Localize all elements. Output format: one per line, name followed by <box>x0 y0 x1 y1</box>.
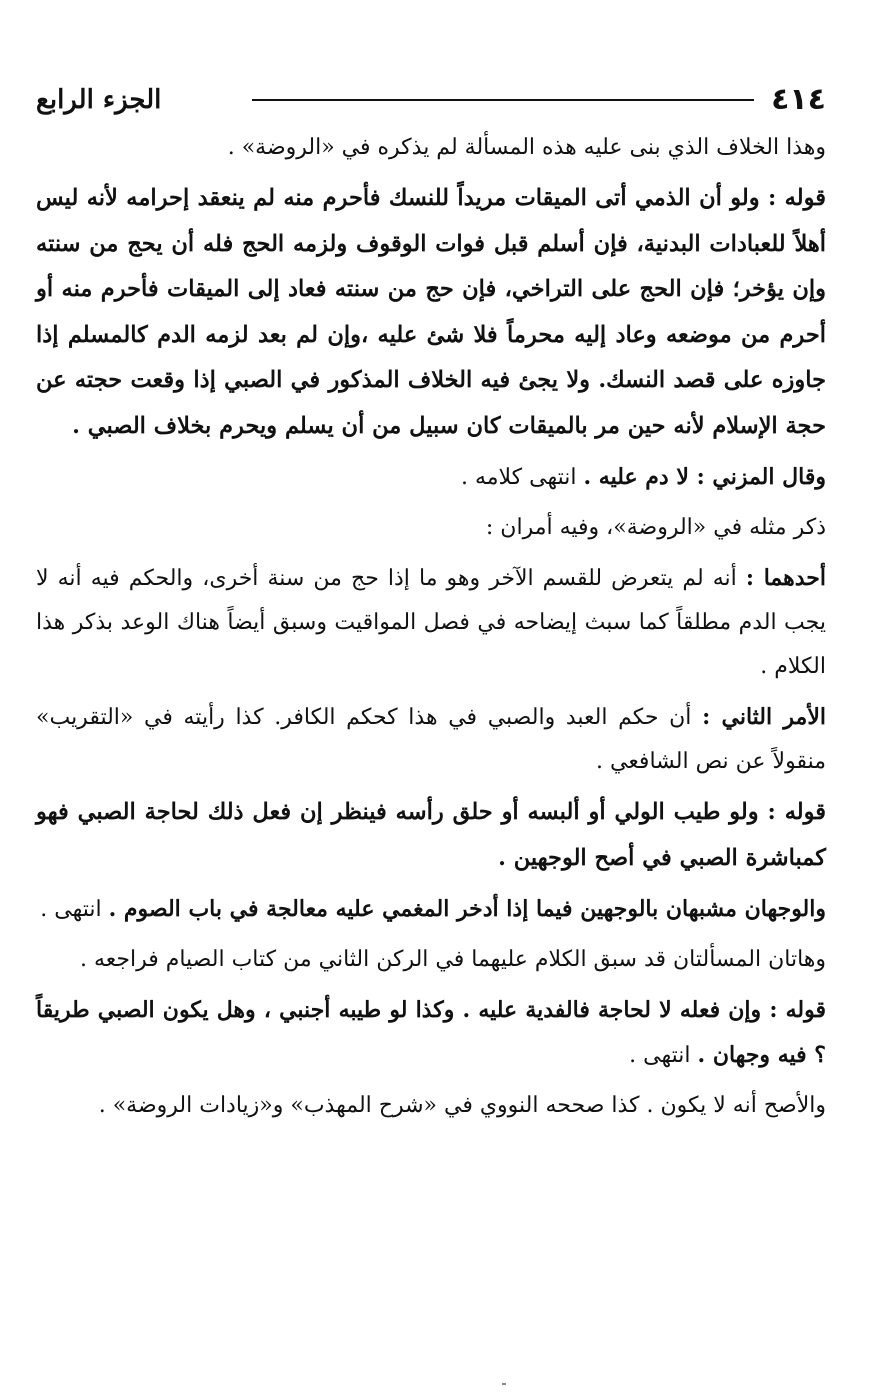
page-header <box>36 80 826 124</box>
paragraph-lead: أحدهما : <box>745 565 826 591</box>
paragraph <box>36 887 826 932</box>
body-text <box>36 126 826 1134</box>
paragraph <box>36 176 826 449</box>
book-page <box>36 0 826 1392</box>
paragraph-lead: والوجهان مشبهان بالوجهين فيما إذا أدخر المغمي عليه معالجة في باب الصوم . <box>108 896 826 922</box>
paragraph-text: انتهى كلامه . <box>460 465 577 490</box>
paragraph-text: ذكر مثله في «الروضة»، وفيه أمران : <box>485 515 826 540</box>
paragraph-text: أن حكم العبد والصبي في هذا كحكم الكافر. كذا رأيته في «التقريب» منقولاً عن نص الشافعي . <box>36 705 826 774</box>
paragraph <box>36 1084 826 1128</box>
paragraph <box>36 556 826 689</box>
paragraph <box>36 695 826 784</box>
page-number: ٤١٤ <box>771 82 826 117</box>
paragraph-text: والأصح أنه لا يكون . كذا صححه النووي في «شرح المهذب» و«زيادات الروضة» . <box>98 1093 826 1118</box>
paragraph-text: قوله : ولو طيب الولي أو ألبسه أو حلق رأسه فينظر إن فعل ذلك لحاجة الصبي فهو كمباشرة الصبي في أصح الوجهين . <box>36 799 826 871</box>
paragraph <box>36 126 826 170</box>
scan-speck <box>502 1383 506 1385</box>
paragraph-text: انتهى . <box>629 1043 691 1068</box>
paragraph-lead: وقال المزني : لا دم عليه . <box>583 464 826 490</box>
paragraph <box>36 455 826 500</box>
paragraph-lead: قوله : وإن فعله لا لحاجة فالفدية عليه . وكذا لو طيبه أجنبي ، وهل يكون الصبي طريقاً ؟ فيه وجهان . <box>36 997 826 1068</box>
paragraph-lead: الأمر الثاني : <box>702 704 827 730</box>
paragraph <box>36 506 826 550</box>
paragraph-text: انتهى . <box>40 897 102 922</box>
paragraph <box>36 790 826 881</box>
paragraph-text: أنه لم يتعرض للقسم الآخر وهو ما إذا حج من سنة أخرى، والحكم فيه أنه لا يجب الدم مطلقاً كما سبث إيضاحه في فصل المواقيت وسبق أيضاً هناك الوعد بذكر هذا الكلام . <box>36 566 826 679</box>
paragraph-text: وهاتان المسألتان قد سبق الكلام عليهما في الركن الثاني من كتاب الصيام فراجعه . <box>79 947 826 972</box>
paragraph-text: وهذا الخلاف الذي بنى عليه هذه المسألة لم يذكره في «الروضة» . <box>227 135 826 160</box>
paragraph <box>36 938 826 982</box>
running-title: الجزء الرابع <box>36 85 162 115</box>
header-rule <box>252 99 754 101</box>
paragraph-text: قوله : ولو أن الذمي أتى الميقات مريداً للنسك فأحرم منه لم ينعقد إحرامه لأنه ليس أهلاً للعبادات البدنية، فإن أسلم قبل فوات الوقوف ولزمه الحج فله أن يحج من سنته وإن يؤخر؛ فإن الحج على التراخي، فإن حج من سنته فعاد إلى الميقات فأحرم منه أو أحرم من موضعه وعاد إليه محرماً فلا شئ عليه ،وإن لم بعد لزمه الدم كالمسلم إذا جاوزه على قصد النسك. ولا يجئ فيه الخلاف المذكور في الصبي إذا وقعت حجته عن حجة الإسلام لأنه حين مر بالميقات كان سبيل من أن يسلم ويحرم بخلاف الصبي . <box>36 185 826 439</box>
paragraph <box>36 988 826 1078</box>
